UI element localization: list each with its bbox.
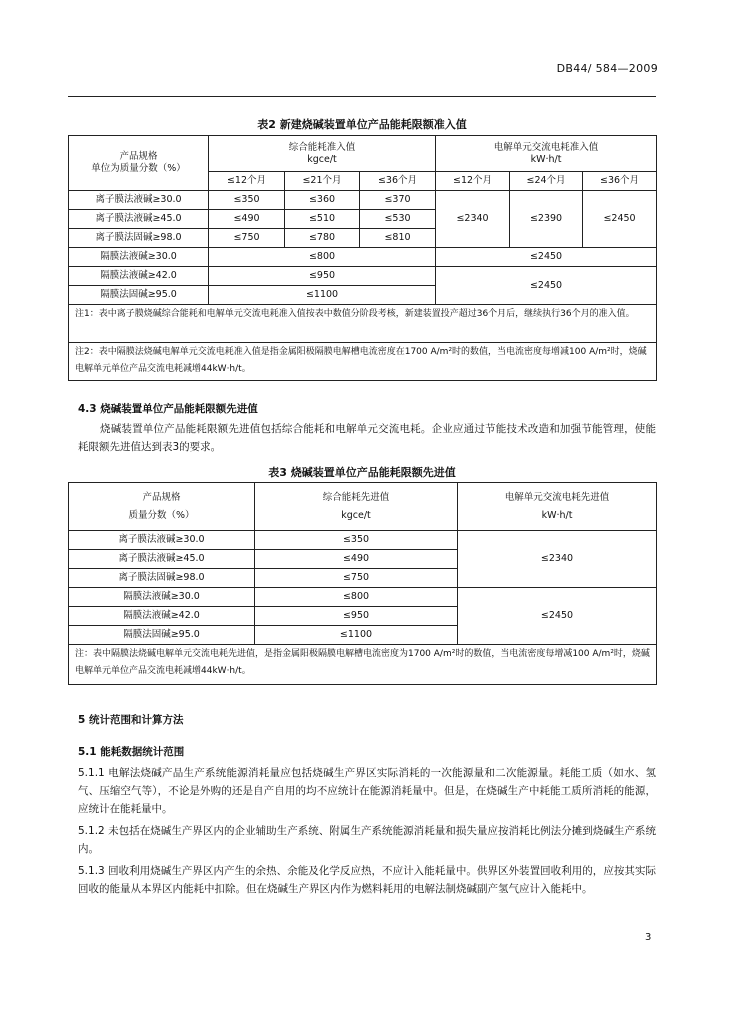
table3-col2-header [255, 483, 458, 531]
table3-spec: 隔膜法固碱≥95.0 [69, 626, 255, 645]
table-row [69, 267, 657, 286]
table3-note: 注：表中隔膜法烧碱电解单元交流电耗先进值，是指金属阳极隔膜电解槽电流密度为1700 A/m²时的数值，当电流密度每增减100 A/m²时，烧碱电解单元单位产品交流电耗减增44kW·h/t。 [69, 645, 657, 685]
table2-spec-header-line1: 产品规格 [119, 151, 158, 163]
table-row [69, 588, 657, 607]
table2 [68, 135, 657, 381]
page-number: 3 [645, 932, 652, 943]
table-row [69, 191, 657, 210]
table2-value: ≤530 [360, 210, 436, 229]
table2-note1: 注1：表中离子膜烧碱综合能耗和电解单元交流电耗准入值按表中数值分阶段考核，新建装置投产超过36个月后，继续执行36个月的准入值。 [69, 305, 657, 343]
table2-value: ≤750 [209, 229, 285, 248]
table2-value: ≤360 [285, 191, 360, 210]
table-row [69, 531, 657, 550]
standard-code: DB44/ 584—2009 [556, 62, 658, 75]
table2-group2-unit: kW·h/t [530, 153, 562, 165]
table3-ion-elec: ≤2340 [458, 531, 657, 588]
paragraph-5-1-1: 5.1.1 电解法烧碱产品生产系统能源消耗量应包括烧碱生产界区实际消耗的一次能源量和二次能源量。耗能工质（如水、氢气、压缩空气等），不论是外购的还是自产自用的均不应统计在能源消耗量中。但是，在烧碱生产中耗能工质所消耗的能源，应统计在能耗量中。 [78, 767, 656, 815]
table2-spec: 离子膜法液碱≥45.0 [69, 210, 209, 229]
table-row [69, 305, 657, 343]
table3-col3-title: 电解单元交流电耗先进值 [504, 491, 610, 503]
table2-value: ≤350 [209, 191, 285, 210]
table2-group2-title: 电解单元交流电耗准入值 [493, 141, 599, 153]
table-row [69, 136, 657, 172]
table2-value: ≤780 [285, 229, 360, 248]
section-4-3-text: 烧碱装置单位产品能耗限额先进值包括综合能耗和电解单元交流电耗。企业应通过节能技术改造和加强节能管理，使能耗限额先进值达到表3的要求。 [78, 423, 656, 453]
table3-spec-header-line2: 质量分数（%） [128, 509, 195, 521]
table3-value: ≤800 [255, 588, 458, 607]
table3-value: ≤350 [255, 531, 458, 550]
table3-value: ≤750 [255, 569, 458, 588]
table3-value: ≤490 [255, 550, 458, 569]
table2-spec-header-line2: 单位为质量分数（%） [91, 163, 186, 174]
table3-col2-title: 综合能耗先进值 [322, 491, 390, 503]
table3-spec-header-line1: 产品规格 [142, 491, 181, 503]
table2-spec-header [69, 136, 209, 191]
header-rule [68, 96, 656, 97]
table2-group1-header [209, 136, 436, 172]
paragraph-5-1-3: 5.1.3 回收利用烧碱生产界区内产生的余热、余能及化学反应热，不应计入能耗量中。供界区外装置回收利用的，应按其实际回收的能量从本界区内能耗中扣除。但在烧碱生产界区内作为燃料耗用的电解法制烧碱副产氢气应计入能耗中。 [78, 865, 656, 895]
table2-spec: 隔膜法固碱≥95.0 [69, 286, 209, 305]
table2-group2-header [436, 136, 657, 172]
table2-period: ≤21个月 [285, 172, 360, 191]
table2-group1-unit: kgce/t [307, 153, 337, 165]
table-row [69, 343, 657, 381]
table-row [69, 483, 657, 531]
table2-period: ≤24个月 [510, 172, 583, 191]
table3 [68, 482, 657, 685]
table2-ion-elec-24: ≤2390 [510, 191, 583, 248]
table2-value: ≤1100 [209, 286, 436, 305]
table3-spec: 隔膜法液碱≥42.0 [69, 607, 255, 626]
table3-spec: 隔膜法液碱≥30.0 [69, 588, 255, 607]
table2-spec: 离子膜法固碱≥98.0 [69, 229, 209, 248]
table3-caption: 表3 烧碱装置单位产品能耗限额先进值 [268, 466, 456, 479]
table2-dia-elec-2: ≤2450 [436, 267, 657, 305]
table3-col3-header [458, 483, 657, 531]
table2-spec: 离子膜法液碱≥30.0 [69, 191, 209, 210]
table3-spec: 离子膜法液碱≥45.0 [69, 550, 255, 569]
table3-spec-header [69, 483, 255, 531]
section-5-heading: 5 统计范围和计算方法 [78, 714, 184, 726]
table2-value: ≤490 [209, 210, 285, 229]
table2-value: ≤370 [360, 191, 436, 210]
table3-spec: 离子膜法液碱≥30.0 [69, 531, 255, 550]
table2-group1-title: 综合能耗准入值 [288, 141, 356, 153]
table3-col2-unit: kgce/t [341, 509, 371, 521]
table2-ion-elec-12: ≤2340 [436, 191, 510, 248]
section-4-3-heading: 4.3 烧碱装置单位产品能耗限额先进值 [78, 403, 258, 415]
table2-period: ≤36个月 [360, 172, 436, 191]
table2-value: ≤800 [209, 248, 436, 267]
table2-dia-elec-1: ≤2450 [436, 248, 657, 267]
table2-period: ≤12个月 [436, 172, 510, 191]
table2-note2: 注2：表中隔膜法烧碱电解单元交流电耗准入值是指金属阳极隔膜电解槽电流密度在1700 A/m²时的数值，当电流密度每增减100 A/m²时，烧碱电解单元单位产品交流电耗减增44kW·h/t。 [69, 343, 657, 381]
table-row [69, 645, 657, 685]
paragraph-5-1-2: 5.1.2 未包括在烧碱生产界区内的企业辅助生产系统、附属生产系统能源消耗量和损失量应按消耗比例法分摊到烧碱生产系统内。 [78, 825, 656, 855]
table2-value: ≤810 [360, 229, 436, 248]
table3-dia-elec: ≤2450 [458, 588, 657, 645]
table3-value: ≤1100 [255, 626, 458, 645]
table-row [69, 248, 657, 267]
table2-spec: 隔膜法液碱≥30.0 [69, 248, 209, 267]
table3-col3-unit: kW·h/t [541, 509, 573, 521]
table2-period: ≤12个月 [209, 172, 285, 191]
table3-value: ≤950 [255, 607, 458, 626]
table3-spec: 离子膜法固碱≥98.0 [69, 569, 255, 588]
table2-caption: 表2 新建烧碱装置单位产品能耗限额准入值 [257, 118, 467, 131]
table2-value: ≤950 [209, 267, 436, 286]
table2-spec: 隔膜法液碱≥42.0 [69, 267, 209, 286]
section-5-1-heading: 5.1 能耗数据统计范围 [78, 746, 185, 758]
table2-period: ≤36个月 [583, 172, 657, 191]
table2-ion-elec-36: ≤2450 [583, 191, 657, 248]
table2-value: ≤510 [285, 210, 360, 229]
